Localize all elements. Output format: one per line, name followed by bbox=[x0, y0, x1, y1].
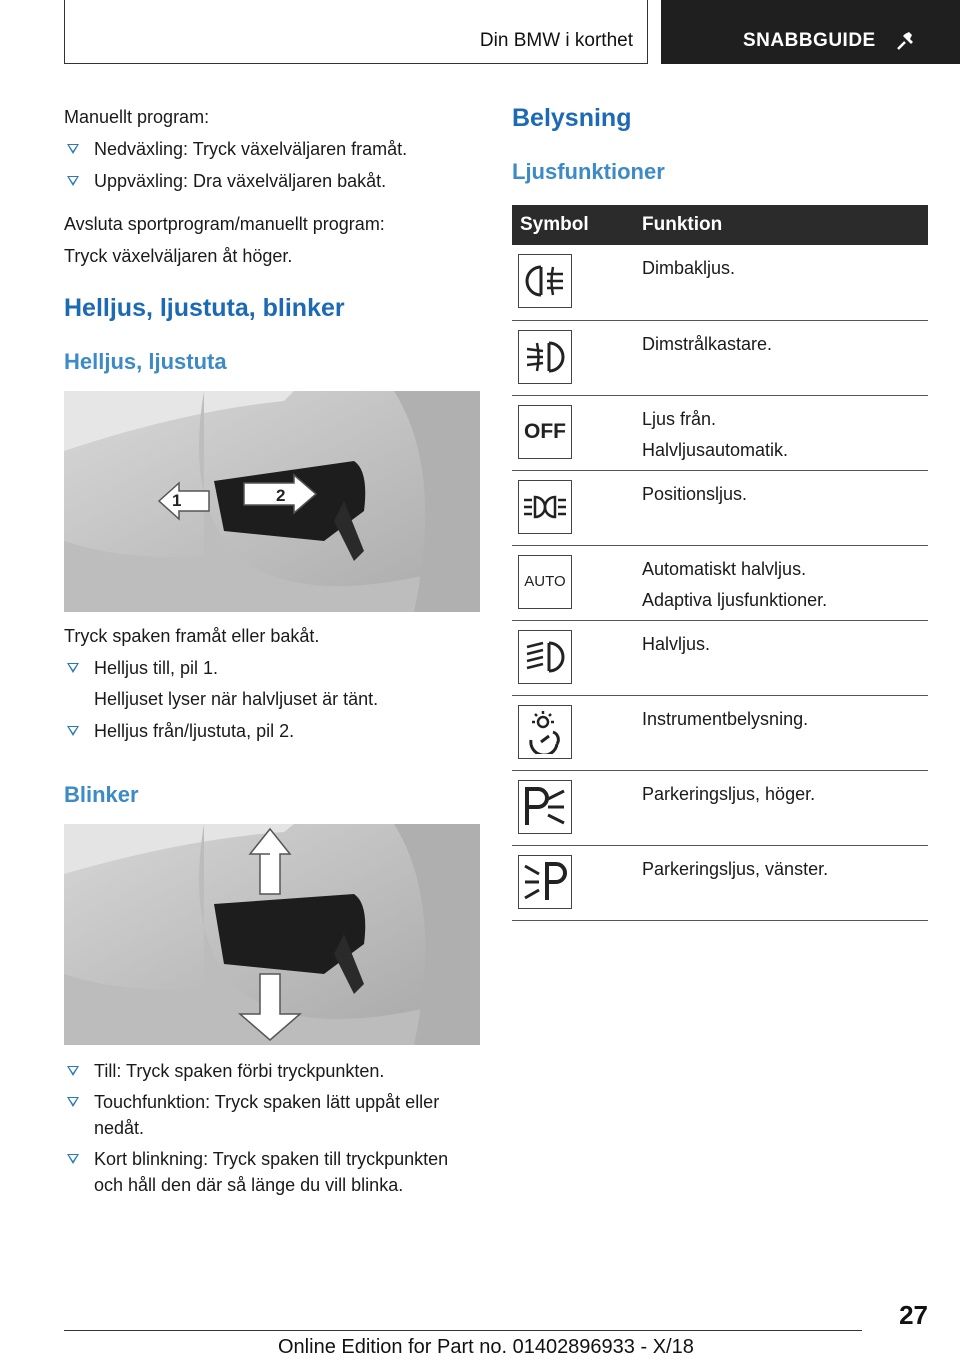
table-row bbox=[512, 245, 928, 320]
light-functions-table bbox=[512, 205, 928, 921]
row-text: Dimstrålkastare. bbox=[642, 333, 773, 354]
table-row bbox=[512, 545, 928, 620]
parking-left-icon bbox=[518, 855, 572, 909]
off-icon bbox=[518, 405, 572, 459]
off-icon-text: OFF bbox=[524, 419, 566, 443]
manual-item: Uppväxling: Dra växelväljaren bakåt. bbox=[64, 168, 386, 194]
low-beam-icon bbox=[518, 630, 572, 684]
tryck-text: Tryck spaken framåt eller bakåt. bbox=[64, 626, 320, 646]
table-row bbox=[512, 320, 928, 395]
arrow-label-1: 1 bbox=[172, 491, 182, 510]
blinker-heading: Blinker bbox=[64, 782, 139, 807]
auto-icon bbox=[518, 555, 572, 609]
pin-icon bbox=[895, 30, 917, 52]
col-symbol: Symbol bbox=[512, 205, 634, 245]
manual-item: Nedväxling: Tryck växelväljaren framåt. bbox=[64, 136, 407, 162]
row-text: Dimbakljus. bbox=[642, 258, 736, 278]
arrow-label-2: 2 bbox=[276, 486, 286, 505]
parking-right-icon bbox=[518, 780, 572, 834]
instrument-lighting-icon bbox=[518, 705, 572, 759]
exit-label: Avsluta sportprogram/manuellt program: bbox=[64, 214, 385, 234]
table-row bbox=[512, 395, 928, 470]
header-right-title: SNABBGUIDE bbox=[743, 30, 876, 51]
section-heading: Helljus, ljustuta, blinker bbox=[64, 294, 345, 322]
table-row bbox=[512, 845, 928, 920]
helljus-item: Helljus till, pil 1. bbox=[64, 655, 218, 681]
header-left-box bbox=[64, 0, 648, 64]
table-row bbox=[512, 695, 928, 770]
manual-label: Manuellt program: bbox=[64, 107, 210, 127]
col-funktion: Funktion bbox=[634, 205, 928, 245]
auto-icon-text: AUTO bbox=[524, 573, 566, 590]
row-text: Positionsljus. bbox=[642, 483, 748, 504]
row-text: Automatiskt halvljus. bbox=[642, 558, 807, 579]
row-text: Instrumentbelysning. bbox=[642, 708, 809, 729]
header-right-box bbox=[661, 0, 960, 64]
row-text: Adaptiva ljusfunktioner. bbox=[642, 589, 828, 610]
blinker-item: Till: Tryck spaken förbi tryckpunkten. bbox=[64, 1058, 384, 1084]
helljus-item: Helljus från/ljustuta, pil 2. bbox=[64, 718, 294, 744]
row-text: Halvljusautomatik. bbox=[642, 439, 789, 460]
footer-text: Online Edition for Part no. 01402896933 - X/18 bbox=[278, 1336, 694, 1358]
position-light-icon bbox=[518, 480, 572, 534]
row-text: Ljus från. bbox=[642, 408, 717, 429]
row-text: Halvljus. bbox=[642, 633, 711, 654]
table-row bbox=[512, 470, 928, 545]
blinker-photo bbox=[64, 824, 480, 1045]
footer-divider bbox=[64, 1330, 862, 1331]
front-fog-icon bbox=[518, 330, 572, 384]
rear-fog-icon bbox=[518, 254, 572, 308]
helljus-note: Helljuset lyser när halvljuset är tänt. bbox=[94, 689, 379, 709]
belysning-heading: Belysning bbox=[512, 104, 632, 132]
table-header-row bbox=[512, 205, 928, 245]
ljusfunktioner-heading: Ljusfunktioner bbox=[512, 159, 665, 184]
table-row bbox=[512, 620, 928, 695]
header-left-title: Din BMW i korthet bbox=[479, 30, 633, 51]
blinker-item: Touchfunktion: Tryck spaken lätt uppåt eller nedåt. bbox=[64, 1089, 482, 1141]
row-text: Parkeringsljus, vänster. bbox=[642, 858, 829, 879]
exit-text: Tryck växelväljaren åt höger. bbox=[64, 246, 293, 266]
blinker-item: Kort blinkning: Tryck spaken till tryckpunkten och håll den där så länge du vill blinka. bbox=[64, 1146, 482, 1198]
table-row bbox=[512, 770, 928, 845]
row-text: Parkeringsljus, höger. bbox=[642, 783, 816, 804]
page-number: 27 bbox=[899, 1300, 928, 1330]
subsection-heading: Helljus, ljustuta bbox=[64, 349, 227, 374]
high-beam-photo bbox=[64, 391, 480, 612]
